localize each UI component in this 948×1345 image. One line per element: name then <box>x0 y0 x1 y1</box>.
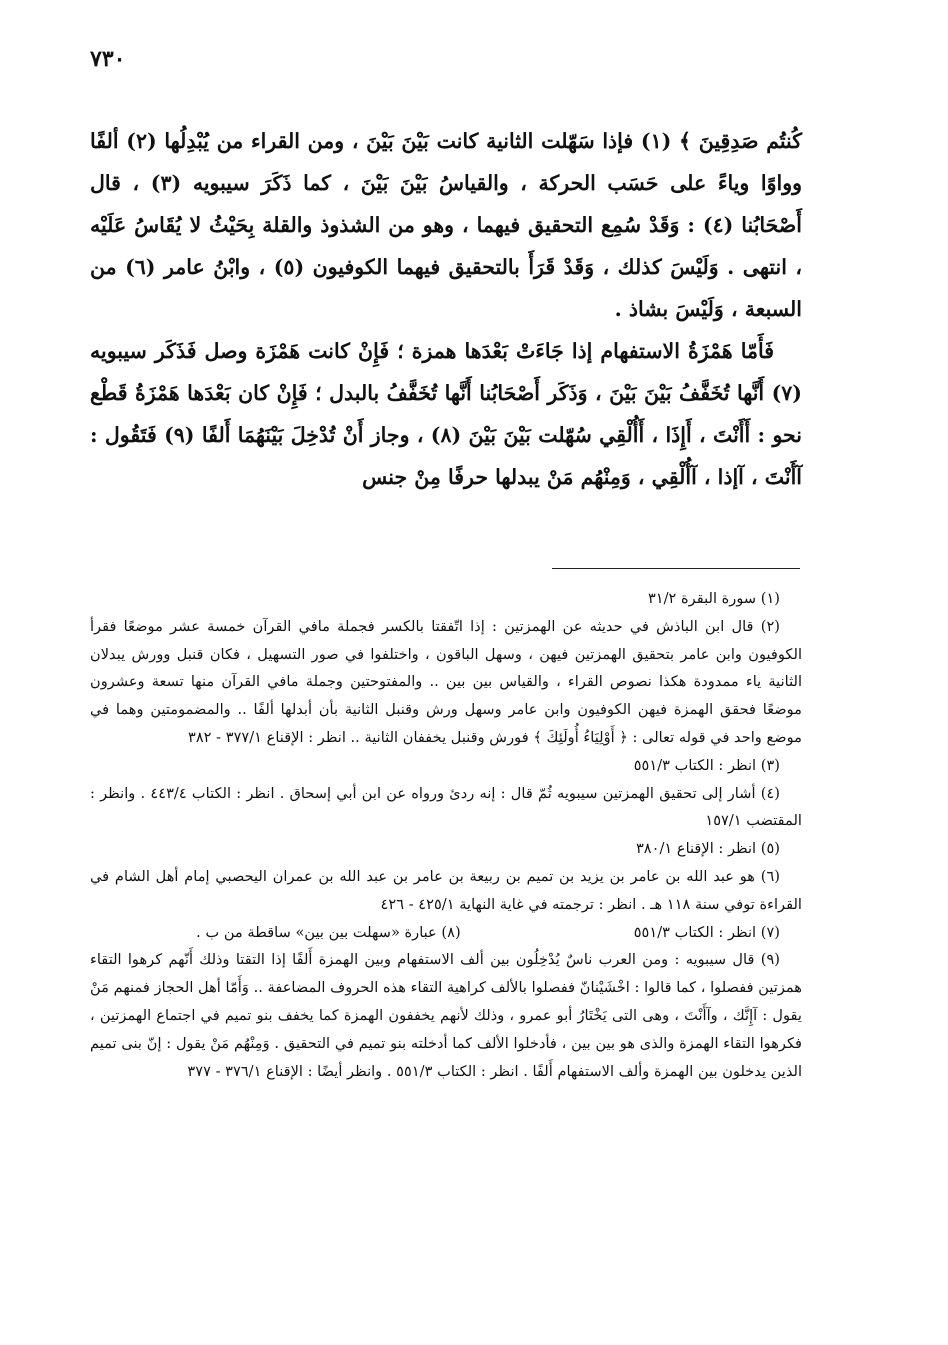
main-text <box>90 120 802 498</box>
footnote-number: (٧) <box>760 923 780 941</box>
footnote <box>90 863 802 919</box>
main-paragraph: فَأَمّا هَمْزَةُ الاستفهام إذا جَاءَتْ بَعْدَها همزة ؛ فَإِنْ كانت هَمْزَة وصل فَذَكَر سيبويه (٧) أَنَّها تُخَفَّفُ بَيْنَ بَيْنَ ، وَذَكَر أَصْحَابُنا أَنَّها تُخَفَّفُ بالبدل ؛ فَإِنْ كان بَعْدَها هَمْزَةُ قَطْع نحو : أَأَنْتَ ، أَإِذَا ، أَأُلْقِي سُهّلت بَيْنَ بَيْنَ (٨) ، وجاز أَنْ تُدْخِلَ بَيْنَهُمَا أَلفًا (٩) فَتَقُول : آأَنْتَ ، آإذا ، آأُلْقِي ، وَمِنْهُم مَنْ يبدلها حرفًا مِنْ جنس <box>90 339 802 489</box>
page-number: ٧٣٠ <box>90 46 126 72</box>
footnote <box>90 585 802 613</box>
footnote-text: انظر : الإقناع ٣٨٠/١ <box>635 840 757 858</box>
footnote-number: (٦) <box>760 867 780 885</box>
footnote-text: قال ابن الباذش في حديثه عن الهمزتين : إذا اتّفقتا بالكسر فجملة مافي القرآن خمسة عشر موضعًا فقرأ الكوفيون وابن عامر بتحقيق الهمزتين فيهن ، وسهل الباقون ، واختلفوا في صور التسهيل ، فكان قنبل وورش يبدلان الثانية ياء ممدودة هكذا نصوص القراء ، والقياس بين بين .. والمفتوحتين وجملة مافي القرآن منها تسعة وعشرون موضعًا فحقق الهمزة فيهن الكوفيون وابن عامر وسهل ورش وقنبل الثانية بأن أبدلها ألفًا .. والمضمومتين وهما في موضع واحد في قوله تعالى : ﴿ أَوْلِيَاءُ أُولَئِكَ ﴾ فورش وقنبل يخففان الثانية .. انظر : الإقناع ٣٧٧/١ - ٣٨٢ <box>90 617 802 746</box>
footnote-text: انظر : الكتاب ٥٥١/٣ <box>633 923 757 941</box>
footnotes <box>90 585 802 1085</box>
footnote <box>196 919 461 947</box>
main-paragraph: كُنتُم صَدِقِينَ ﴾ (١) فإذا سَهّلت الثانية كانت بَيْنَ بَيْنَ ، ومن القراء من يُبْدِلُها (٢) ألفًا وواوًا وياءً على حَسَب الحركة ، والقياسُ بَيْنَ بَيْنَ ، كما ذَكَرَ سيبويه (٣) ، قال أَصْحَابُنا (٤) : وَقَدْ سُمِع التحقيق فيهما ، وهو من الشذوذ والقلة بِحَيْثُ لا يُقَاسُ عَلَيْه ، انتهى . وَلَيْسَ كذلك ، وَقَدْ قَرَأَ بالتحقيق فيهما الكوفيون (٥) ، وابْنُ عامر (٦) من السبعة ، وَلَيْسَ بشاذ . <box>90 129 803 321</box>
footnote-text: قال سيبويه : ومن العرب ناسٌ يُدْخِلُون بين ألف الاستفهام وبين الهمزة أَلفًا إذا التقتا وذلك أَنّهم كرهوا التقاء همزتين ففصلوا ، كما قالوا : اخْشَيْنانّ ففصلوا بالألف كراهية التقاء هذه الحروف المضاعفة .. وَأَمّا أهل الحجاز فمنهم مَنْ يقول : آإِنَّك ، وآأَنْتَ ، وهى التى يَخْتَارُ أبو عمرو ، وذلك لأنهم يخففون الهمزة كما يخفف بنو تميم في اجتماع الهمزتين ، فكرهوا التقاء الهمزة والذى هو بين بين ، فأدخلوا الألف كما أدخلته بنو تميم في التحقيق . وَمِنْهُم مَنْ يقول : إنّ بنى تميم الذين يدخلون بين الهمزة وألف الاستفهام أَلفًا . انظر : الكتاب ٥٥١/٣ . وانظر أيضًا : الإقناع ٣٧٦/١ - ٣٧٧ <box>90 951 802 1080</box>
footnote <box>90 752 802 780</box>
footnote <box>634 919 780 947</box>
footnote <box>90 613 802 752</box>
footnote-text: هو عبد الله بن عامر بن يزيد بن تميم بن ربيعة بن عامر بن عبد الله بن عمران اليحصبي إمام أهل الشام في القراءة توفي سنة ١١٨ هـ . انظر : ترجمته في غاية النهاية ٤٢٥/١ - ٤٢٦ <box>90 867 802 913</box>
footnote-divider <box>552 568 800 569</box>
footnote-text: سورة البقرة ٣١/٢ <box>647 590 757 607</box>
footnote <box>90 835 802 863</box>
footnote <box>90 946 802 1085</box>
book-page <box>90 40 802 1310</box>
footnote-number: (٣) <box>760 756 780 774</box>
footnote-number: (٩) <box>760 951 780 969</box>
footnote-number: (٨) <box>441 923 461 941</box>
footnote-text: عبارة «سهلت بين بين» ساقطة من ب . <box>196 923 437 941</box>
footnote-text: أشار إلى تحقيق الهمزتين سيبويه ثُمّ قال : إنه ردئ ورواه عن ابن أبي إسحاق . انظر : الكتاب ٤٤٣/٤ . وانظر : المقتضب ١٥٧/١ <box>90 784 802 830</box>
footnote-text: انظر : الكتاب ٥٥١/٣ <box>633 756 757 774</box>
footnote-number: (١) <box>760 590 780 607</box>
footnote-number: (٢) <box>760 617 780 635</box>
footnote-number: (٤) <box>760 784 780 802</box>
footnote <box>90 780 802 836</box>
footnote-pair <box>196 919 802 947</box>
footnote-number: (٥) <box>760 840 780 858</box>
